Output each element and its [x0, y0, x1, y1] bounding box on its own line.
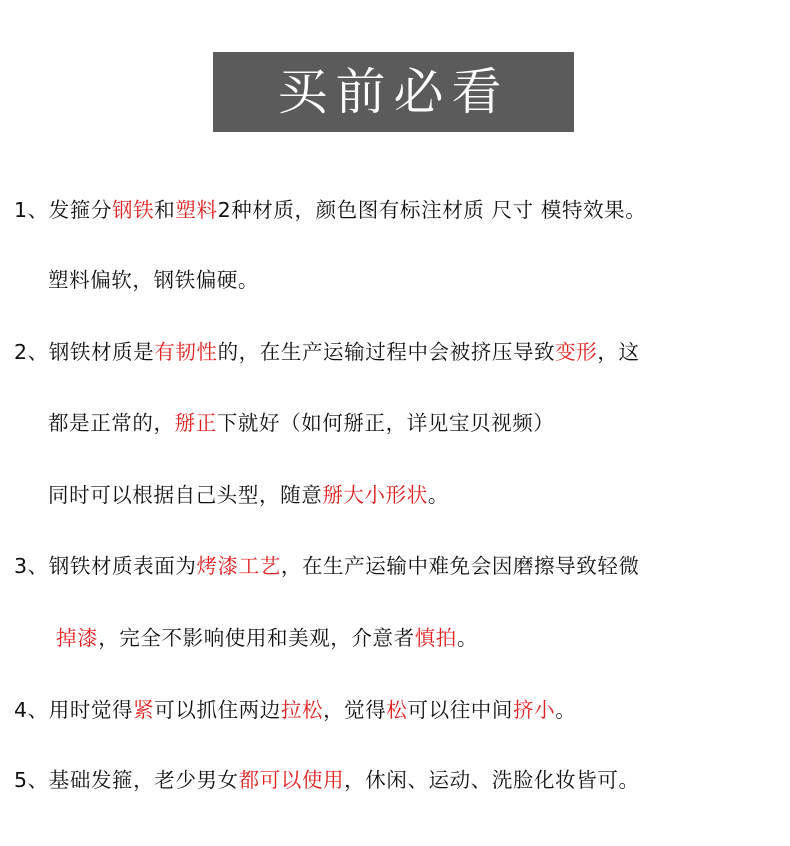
line-text: 1、发箍分 — [14, 198, 113, 222]
line-text: 2、钢铁材质是 — [14, 340, 155, 364]
notice-line-2-cont2 — [48, 480, 449, 510]
highlighted-text: 掉漆 — [56, 626, 99, 650]
line-text: ，休闲、运动、洗脸化妆皆可。 — [344, 768, 640, 792]
highlighted-text: 掰正 — [174, 411, 217, 435]
line-text: 。 — [427, 483, 449, 507]
notice-line-3 — [14, 551, 640, 581]
notice-line-4 — [14, 695, 576, 725]
page-title: 买前必看 — [277, 63, 510, 121]
highlighted-text: 掰大小形状 — [322, 483, 428, 507]
highlighted-text: 有韧性 — [154, 340, 218, 364]
line-text: 同时可以根据自己头型，随意 — [48, 483, 323, 507]
line-text: 和 — [154, 198, 176, 222]
notice-line-1 — [14, 195, 646, 225]
line-text: 都是正常的， — [48, 411, 175, 435]
notice-line-3-cont — [56, 623, 478, 653]
line-text: 塑料偏软，钢铁偏硬。 — [48, 268, 259, 292]
highlighted-text: 紧 — [133, 698, 155, 722]
line-text: ，这 — [597, 340, 640, 364]
line-text: ，在生产运输中难免会因磨擦导致轻微 — [280, 554, 640, 578]
highlighted-text: 变形 — [555, 340, 598, 364]
highlighted-text: 塑料 — [175, 198, 218, 222]
line-text: 。 — [456, 626, 479, 650]
highlighted-text: 松 — [386, 698, 408, 722]
line-text: ，完全不影响使用和美观，介意者 — [98, 626, 415, 650]
line-text: 的，在生产运输过程中会被挤压导致 — [217, 340, 556, 364]
line-text: 可以往中间 — [407, 698, 513, 722]
line-text: 。 — [555, 698, 577, 722]
notice-line-2 — [14, 337, 640, 367]
line-text: 2种材质，颜色图有标注材质 尺寸 模特效果。 — [217, 198, 647, 222]
highlighted-text: 拉松 — [280, 698, 324, 722]
notice-line-2-cont — [48, 408, 554, 438]
highlighted-text: 烤漆工艺 — [196, 554, 281, 578]
notice-line-1-cont — [48, 265, 259, 295]
highlighted-text: 都可以使用 — [238, 768, 345, 792]
line-text: 4、用时觉得 — [14, 698, 134, 722]
title-banner — [213, 52, 574, 132]
notice-line-5 — [14, 765, 640, 795]
line-text: 下就好（如何掰正，详见宝贝视频） — [216, 411, 555, 435]
line-text: ，觉得 — [323, 698, 387, 722]
line-text: 可以抓住两边 — [154, 698, 281, 722]
highlighted-text: 挤小 — [513, 698, 556, 722]
highlighted-text: 钢铁 — [112, 198, 155, 222]
line-text: 3、钢铁材质表面为 — [14, 554, 197, 578]
highlighted-text: 慎拍 — [414, 626, 457, 650]
line-text: 5、基础发箍，老少男女 — [14, 768, 239, 792]
